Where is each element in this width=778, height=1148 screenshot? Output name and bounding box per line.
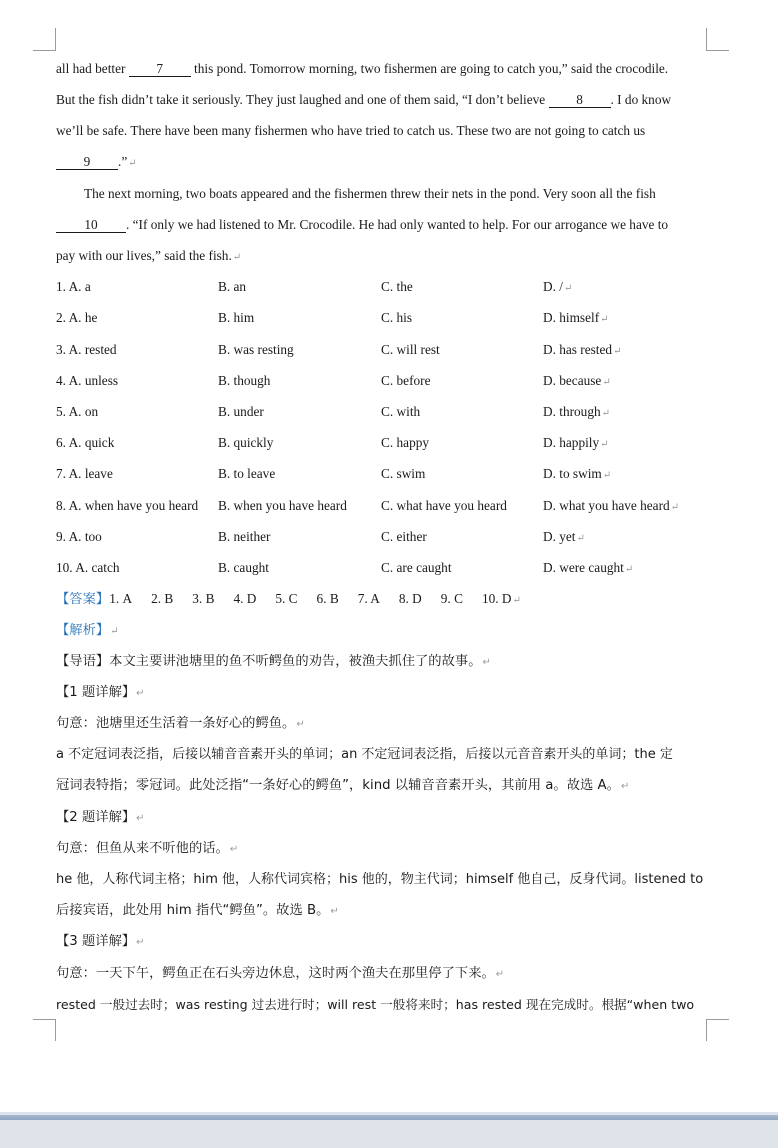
paragraph-mark-icon: ↵ <box>136 813 145 824</box>
q2-heading: 【2 题详解】↵ <box>56 810 145 825</box>
q1-explanation: a 不定冠词表泛指，后接以辅音音素开头的单词；an 不定冠词表泛指，后接以元音音素开头的单词；the 定 <box>56 747 673 762</box>
q2-meaning: 句意：但鱼从来不听他的话。↵ <box>56 841 239 856</box>
answer-item: 8. D <box>398 591 422 606</box>
answer-item: 7. A <box>357 591 380 606</box>
q1-heading: 【1 题详解】↵ <box>56 685 145 700</box>
paragraph-mark-icon: ↵ <box>602 377 611 388</box>
answer-item: 4. D <box>233 591 257 606</box>
paragraph-mark-icon: ↵ <box>296 719 305 730</box>
paragraph-mark-icon: ↵ <box>600 439 609 450</box>
passage-line: 10 . “If only we had listened to Mr. Crocodile. He had only wanted to help. For our arrogance we have to <box>56 216 668 234</box>
paragraph-mark-icon: ↵ <box>620 781 630 792</box>
passage-line: But the fish didn’t take it seriously. They just laughed and one of them said, “I don’t believe 8 . I do know <box>56 92 672 107</box>
guide-text: 【导语】本文主要讲池塘里的鱼不听鳄鱼的劝告，被渔夫抓住了的故事。↵ <box>56 654 491 669</box>
q3-explanation: rested 一般过去时；was resting 过去进行时；will rest 一般将来时；has rested 现在完成时。根据“when two <box>56 997 695 1012</box>
blank-7: 7 <box>129 61 191 77</box>
paragraph-mark-icon: ↵ <box>495 969 505 980</box>
answer-item: 9. C <box>440 591 463 606</box>
paragraph-mark-icon: ↵ <box>600 314 609 325</box>
paragraph-mark-icon: ↵ <box>110 626 119 637</box>
passage-line: The next morning, two boats appeared and the fishermen threw their nets in the pond. Very soon all the fish <box>84 186 656 201</box>
q1-meaning: 句意：池塘里还生活着一条好心的鳄鱼。↵ <box>56 716 305 731</box>
paragraph-mark-icon: ↵ <box>330 906 339 917</box>
paragraph-mark-icon: ↵ <box>136 937 145 948</box>
blank-9: 9 <box>56 154 118 170</box>
passage-line: we’ll be safe. There have been many fishermen who have tried to catch us. These two are not going to catch us <box>56 123 646 138</box>
q1-explanation: 冠词表特指；零冠词。此处泛指“一条好心的鳄鱼”，kind 以辅音音素开头，其前用 a。故选 A。↵ <box>56 778 630 793</box>
paragraph-mark-icon: ↵ <box>602 470 612 481</box>
q3-meaning: 句意：一天下午，鳄鱼正在石头旁边休息，这时两个渔夫在那里停了下来。↵ <box>56 966 505 981</box>
paragraph-mark-icon: ↵ <box>128 158 137 169</box>
paragraph-mark-icon: ↵ <box>482 657 491 668</box>
answer-item: 1. A <box>109 591 133 606</box>
window-bottom-bar <box>0 1112 778 1148</box>
q3-heading: 【3 题详解】↵ <box>56 934 145 949</box>
paragraph-mark-icon: ↵ <box>512 595 521 606</box>
answer-label: 【答案】 <box>56 592 110 607</box>
answer-item: 10. D <box>481 591 512 606</box>
passage-line: pay with our lives,” said the fish.↵ <box>56 248 242 263</box>
paragraph-mark-icon: ↵ <box>576 533 585 544</box>
passage-line: 9 .”↵ <box>56 153 137 173</box>
analysis-heading: 【解析】↵ <box>56 623 119 638</box>
answer-item: 5. C <box>275 591 298 606</box>
paragraph-mark-icon: ↵ <box>670 502 680 513</box>
passage-line: all had better 7 this pond. Tomorrow morning, two fishermen are going to catch you,” said the crocodile. <box>56 61 669 76</box>
paragraph-mark-icon: ↵ <box>601 408 611 419</box>
answer-line <box>56 590 521 610</box>
paragraph-mark-icon: ↵ <box>136 688 145 699</box>
paragraph-mark-icon: ↵ <box>232 252 242 263</box>
answer-item: 3. B <box>192 591 215 606</box>
paragraph-mark-icon: ↵ <box>229 844 239 855</box>
paragraph-mark-icon: ↵ <box>624 564 634 575</box>
blank-10: 10 <box>56 217 126 233</box>
paragraph-mark-icon: ↵ <box>563 283 573 294</box>
q2-explanation: he 他，人称代词主格；him 他，人称代词宾格；his 他的，物主代词；himself 他自己，反身代词。listened to <box>56 872 704 887</box>
blank-8: 8 <box>549 92 611 108</box>
paragraph-mark-icon: ↵ <box>613 346 622 357</box>
q2-explanation: 后接宾语，此处用 him 指代“鳄鱼”。故选 B。↵ <box>56 903 339 918</box>
answer-item: 2. B <box>151 591 174 606</box>
answer-item: 6. B <box>316 591 339 606</box>
